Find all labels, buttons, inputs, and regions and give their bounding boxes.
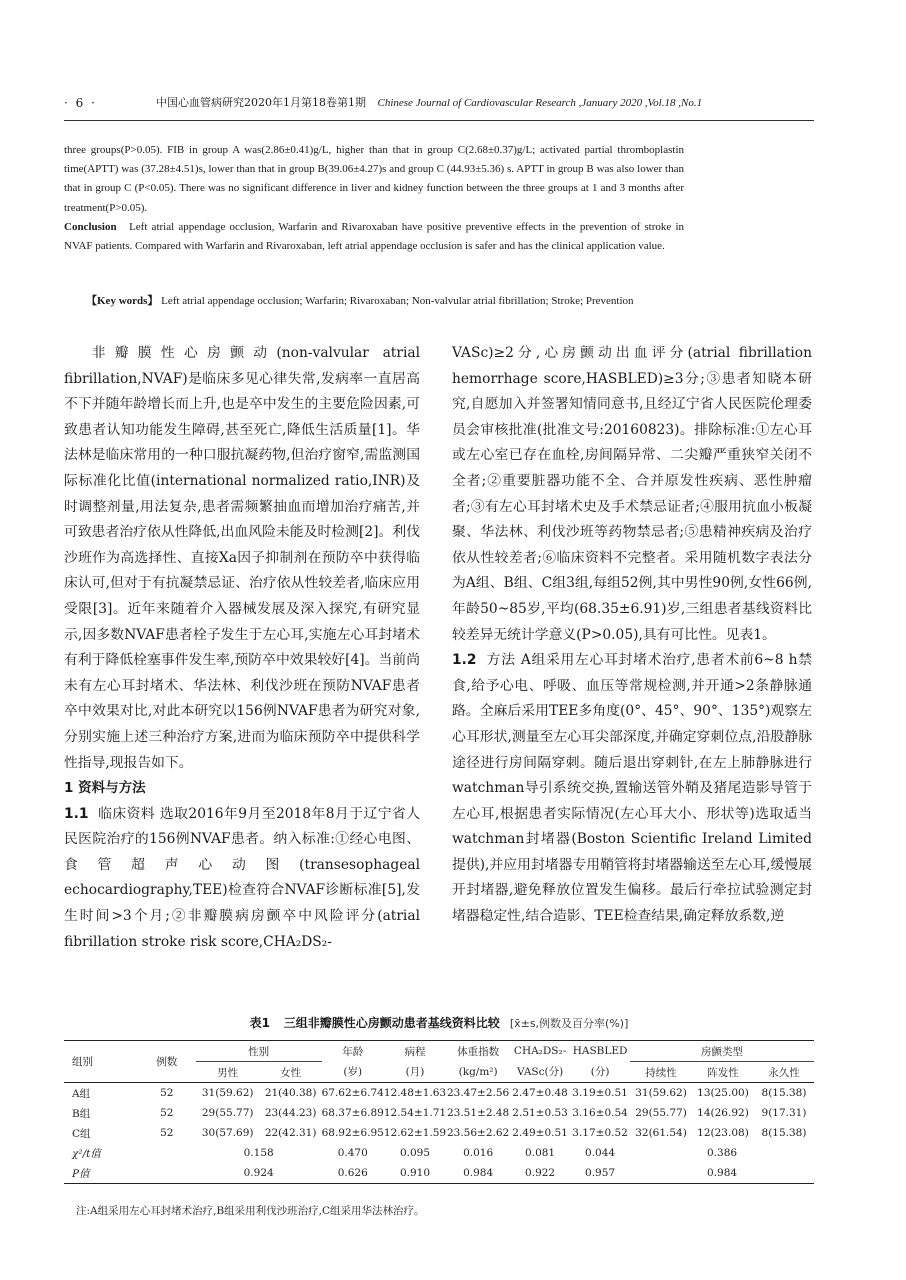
cell-permanent: 8(15.38) <box>761 1087 807 1099</box>
cell-empty <box>138 1143 196 1163</box>
cell-stat-sex: 0.158 <box>243 1147 274 1159</box>
cell-male: 31(59.62) <box>201 1087 254 1099</box>
cell-paroxysmal: 13(25.00) <box>697 1087 749 1099</box>
section-heading-methods: 1 资料与方法 <box>64 780 146 797</box>
header-age-unit: (岁) <box>343 1066 363 1079</box>
cell-empty <box>138 1163 196 1184</box>
cell-stat-type: 0.984 <box>707 1167 738 1179</box>
cell-paroxysmal: 14(26.92) <box>697 1107 749 1119</box>
body-left-column <box>64 341 420 955</box>
cell-stat-course: 0.910 <box>399 1167 431 1179</box>
cell-stat-sex: 0.924 <box>243 1167 274 1179</box>
subsection-1-1 <box>64 802 420 956</box>
page-number: · 6 · <box>64 96 97 110</box>
cell-hasbled: 3.19±0.51 <box>572 1087 628 1099</box>
english-abstract <box>64 141 684 256</box>
body-right-column <box>452 341 812 930</box>
table-title: 三组非瓣膜性心房颤动患者基线资料比较 <box>283 1016 500 1030</box>
conclusion-text: Left atrial appendage occlusion, Warfarin and Rivaroxaban have positive preventive effects in the prevention of stroke in NVAF patients. Compared with Warfarin and Rivaroxaban, left atrial appendage occlusion is safer and has the clinical application value. <box>64 220 685 253</box>
table-stat-row <box>64 1163 814 1184</box>
subsection-1-2 <box>452 648 812 930</box>
cell-stat-bmi: 0.016 <box>463 1147 494 1159</box>
abstract-results-text: three groups(P>0.05). FIB in group A was(2.86±0.41)g/L, higher than that in group C(2.68±0.37)g/L; activated partial thromboplastin time(APTT) was (37.28±4.51)s, lower than that in group B(39.06±4.27)s and group C (44.93±5.36) s. APTT in group B was also lower than that in group C (P<0.05). There was no significant difference in liver and kidney function between the three groups at 1 and 3 months after treatment(P>0.05). <box>64 144 684 214</box>
header-course: 病程 <box>404 1045 426 1058</box>
cell-course: 12.54±1.71 <box>383 1107 447 1119</box>
subsection-1-1-label: 1.1 <box>64 805 89 822</box>
cell-stat-cha: 0.081 <box>525 1147 556 1159</box>
cell-stat-hasbled: 0.957 <box>585 1167 616 1179</box>
header-cha: CHA₂DS₂- <box>513 1045 567 1058</box>
cell-course: 12.48±1.63 <box>383 1087 447 1099</box>
running-header <box>64 94 814 116</box>
subsection-1-2-label: 1.2 <box>452 652 477 669</box>
table-label: 表1 <box>249 1016 270 1030</box>
cell-stat-age: 0.626 <box>337 1167 368 1179</box>
cell-female: 23(44.23) <box>264 1107 317 1119</box>
cell-persistent: 31(59.62) <box>635 1087 687 1099</box>
table-row <box>64 1123 814 1143</box>
criteria-paragraph: VASc)≥2分,心房颤动出血评分(atrial fibrillation hemorrhage score,HASBLED)≥3分;③患者知晓本研究,自愿加入并签署知情同意书,且经辽宁省人民医院伦理委员会审核批准(批准文号:20160823)。排除标准:①左心耳或左心室已存在血栓,房间隔异常、二尖瓣严重狭窄关闭不全者;②重要脏器功能不全、合并原发性疾病、恶性肿瘤者;③有左心耳封堵术史及手术禁忌证者;④服用抗血小板凝聚、华法林、利伐沙班等药物禁忌者;⑤患精神疾病及治疗依从性较差者;⑥临床资料不完整者。采用随机数字表法分为A组、B组、C组3组,每组52例,其中男性90例,女性66例,年龄50~85岁,平均(68.35±6.91)岁,三组患者基线资料比较差异无统计学意义(P>0.05),具有可比性。见表1。 <box>452 345 812 643</box>
cell-age: 68.92±6.95 <box>321 1127 384 1139</box>
cell-bmi: 23.56±2.62 <box>446 1127 510 1139</box>
cell-stat-type: 0.386 <box>707 1147 738 1159</box>
header-af-type: 房颤类型 <box>630 1041 814 1062</box>
keywords-label: 【Key words】 <box>86 295 159 307</box>
header-sex: 性别 <box>196 1041 322 1062</box>
table-note: 注:A组采用左心耳封堵术治疗,B组采用利伐沙班治疗,C组采用华法林治疗。 <box>76 1205 425 1217</box>
cell-hasbled: 3.16±0.54 <box>572 1107 628 1119</box>
subsection-1-1-text: 临床资料 选取2016年9月至2018年8月于辽宁省人民医院治疗的156例NVAF患者。纳入标准:①经心电图、食管超声心动图(transesophageal echocardiography,TEE)检查符合NVAF诊断标准[5],发生时间>3个月;②非瓣膜病房颤卒中风险评分(atrial fibrillation stroke risk score,CHA₂DS₂- <box>64 805 420 950</box>
header-female: 女性 <box>280 1066 302 1079</box>
cell-persistent: 29(55.77) <box>635 1107 687 1119</box>
cell-stat-label: χ²/t值 <box>72 1147 101 1160</box>
header-persistent: 持续性 <box>645 1066 677 1079</box>
header-bmi-unit: (kg/m²) <box>458 1065 498 1078</box>
keywords-text: Left atrial appendage occlusion; Warfarin; Rivaroxaban; Non-valvular atrial fibrillation; Stroke; Prevention <box>161 295 634 307</box>
intro-paragraph: 非瓣膜性心房颤动(non-valvular atrial fibrillation,NVAF)是临床多见心律失常,发病率一直居高不下并随年龄增长而上升,也是卒中发生的主要危险因素,可致患者认知功能发生障碍,甚至死亡,降低生活质量[1]。华法林是临床常用的一种口服抗凝药物,但治疗窗窄,需监测国际标准化比值(international normalized ratio,INR)及时调整剂量,用法复杂,患者需频繁抽血而增加治疗痛苦,并可致患者治疗依从性降低,出血风险未能及时检测[2]。利伐沙班作为高选择性、直接Xa因子抑制剂在预防卒中获得临床认可,但对于有抗凝禁忌证、治疗依从性较差者,临床应用受限[3]。近年来随着介入器械发展及深入探究,有研究显示,因多数NVAF患者栓子发生于左心耳,实施左心耳封堵术有利于降低栓塞事件发生率,预防卒中效果较好[4]。当前尚未有左心耳封堵术、华法林、利伐沙班在预防NVAF患者卒中效果对比,对此本研究以156例NVAF患者为研究对象,分别实施上述三种治疗方案,进而为临床预防卒中提供科学性指导,现报告如下。 <box>64 345 420 771</box>
table-caption <box>64 1014 814 1031</box>
cell-cases: 52 <box>160 1107 174 1119</box>
cell-bmi: 23.51±2.48 <box>446 1107 510 1119</box>
header-cha-unit: VASc(分) <box>516 1066 564 1079</box>
cell-stat-cha: 0.922 <box>525 1167 556 1179</box>
cell-persistent: 32(61.54) <box>635 1127 687 1139</box>
header-paroxysmal: 阵发性 <box>707 1066 739 1079</box>
journal-title <box>156 94 702 110</box>
header-divider <box>64 120 814 121</box>
header-cases: 例数 <box>156 1056 178 1068</box>
table-stat-row <box>64 1143 814 1163</box>
cell-cha: 2.49±0.51 <box>512 1127 568 1139</box>
cell-group: C组 <box>72 1127 91 1140</box>
cell-male: 30(57.69) <box>201 1127 254 1139</box>
subsection-1-2-text: 方法 A组采用左心耳封堵术治疗,患者术前6~8 h禁食,给予心电、呼吸、血压等常规检测,并开通>2条静脉通路。全麻后采用TEE多角度(0°、45°、90°、135°)观察左心耳形状,测量至左心耳尖部深度,并确定穿刺位点,沿股静脉途径进行房间隔穿刺。随后退出穿刺针,在左上肺静脉进行watchman导引系统交换,置输送管外鞘及猪尾造影导管于左心耳,根据患者实际情况(左心耳大小、形状等)选取适当watchman封堵器(Boston Scientific Ireland Limited提供),并应用封堵器专用鞘管将封堵器输送至左心耳,缓慢展开封堵器,避免释放位置发生偏移。最后行牵拉试验测定封堵器稳定性,结合造影、TEE检查结果,确定释放系数,逆 <box>452 652 812 925</box>
cell-female: 22(42.31) <box>264 1127 317 1139</box>
header-group: 组别 <box>72 1056 93 1068</box>
cell-male: 29(55.77) <box>201 1107 254 1119</box>
header-hasbled-unit: (分) <box>590 1066 610 1079</box>
cell-age: 68.37±6.89 <box>321 1107 384 1119</box>
cell-stat-bmi: 0.984 <box>463 1167 494 1179</box>
abstract-conclusion <box>64 218 684 256</box>
cell-age: 67.62±6.74 <box>321 1087 384 1099</box>
cell-stat-hasbled: 0.044 <box>585 1147 616 1159</box>
cell-group: A组 <box>72 1087 91 1100</box>
cell-cha: 2.47±0.48 <box>512 1087 568 1099</box>
cell-hasbled: 3.17±0.52 <box>572 1127 628 1139</box>
cell-course: 12.62±1.59 <box>383 1127 447 1139</box>
keywords <box>64 292 684 311</box>
cell-bmi: 23.47±2.56 <box>446 1087 510 1099</box>
cell-female: 21(40.38) <box>264 1087 317 1099</box>
baseline-table <box>64 1040 814 1184</box>
cell-group: B组 <box>72 1107 91 1120</box>
cell-permanent: 8(15.38) <box>761 1127 807 1139</box>
header-hasbled: HASBLED <box>572 1045 628 1058</box>
header-bmi: 体重指数 <box>457 1045 500 1058</box>
cell-cases: 52 <box>160 1127 174 1139</box>
header-male: 男性 <box>217 1066 239 1079</box>
cell-paroxysmal: 12(23.08) <box>697 1127 749 1139</box>
cell-stat-age: 0.470 <box>337 1147 368 1159</box>
journal-title-en: Chinese Journal of Cardiovascular Research ,January 2020 ,Vol.18 ,No.1 <box>377 97 703 109</box>
conclusion-label: Conclusion <box>64 220 117 233</box>
cell-stat-course: 0.095 <box>399 1147 431 1159</box>
header-age: 年龄 <box>342 1045 364 1058</box>
cell-permanent: 9(17.31) <box>761 1107 807 1119</box>
cell-stat-label: P值 <box>72 1167 90 1180</box>
header-permanent: 永久性 <box>768 1066 800 1079</box>
table-row <box>64 1103 814 1123</box>
table-unit: [x̄±s,例数及百分率(%)] <box>509 1017 629 1030</box>
cell-cases: 52 <box>160 1087 174 1099</box>
journal-title-cn: 中国心血管病研究2020年1月第18卷第1期 <box>156 96 366 109</box>
table-row <box>64 1083 814 1104</box>
cell-cha: 2.51±0.53 <box>512 1107 568 1119</box>
header-course-unit: (月) <box>405 1066 425 1079</box>
